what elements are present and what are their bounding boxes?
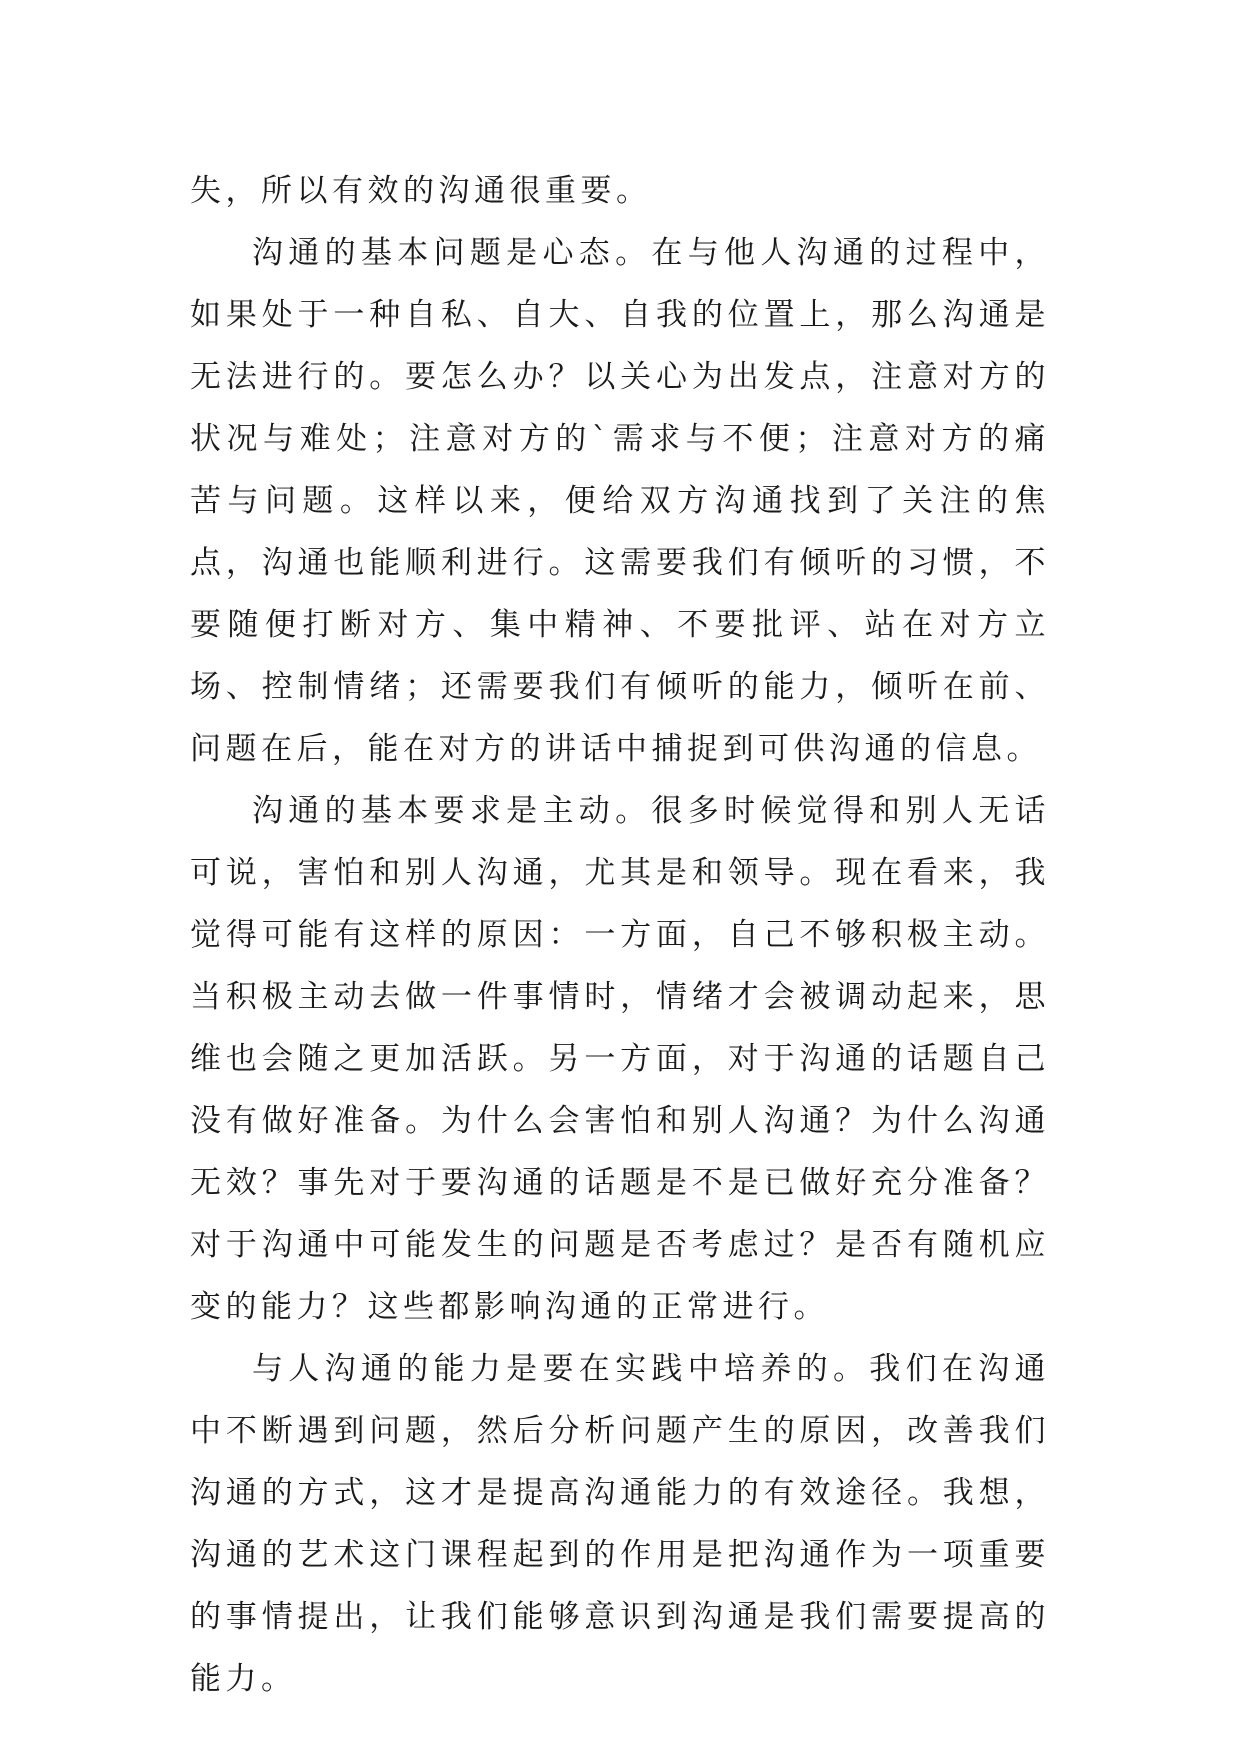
document-body [190, 160, 1050, 1710]
paragraph-mindset: 沟通的基本问题是心态。在与他人沟通的过程中，如果处于一种自私、自大、自我的位置上，那么沟通是无法进行的。要怎么办？以关心为出发点，注意对方的状况与难处；注意对方的`需求与不便；注意对方的痛苦与问题。这样以来，便给双方沟通找到了关注的焦点，沟通也能顺利进行。这需要我们有倾听的习惯，不要随便打断对方、集中精神、不要批评、站在对方立场、控制情绪；还需要我们有倾听的能力，倾听在前、问题在后，能在对方的讲话中捕捉到可供沟通的信息。 [190, 235, 1050, 767]
paragraph-continuation: 失，所以有效的沟通很重要。 [190, 173, 652, 209]
paragraph-initiative: 沟通的基本要求是主动。很多时候觉得和别人无话可说，害怕和别人沟通，尤其是和领导。现在看来，我觉得可能有这样的原因：一方面，自己不够积极主动。当积极主动去做一件事情时，情绪才会被调动起来，思维也会随之更加活跃。另一方面，对于沟通的话题自己没有做好准备。为什么会害怕和别人沟通？为什么沟通无效？事先对于要沟通的话题是不是已做好充分准备？对于沟通中可能发生的问题是否考虑过？是否有随机应变的能力？这些都影响沟通的正常进行。 [190, 793, 1050, 1325]
paragraph-practice: 与人沟通的能力是要在实践中培养的。我们在沟通中不断遇到问题，然后分析问题产生的原因，改善我们沟通的方式，这才是提高沟通能力的有效途径。我想，沟通的艺术这门课程起到的作用是把沟通作为一项重要的事情提出，让我们能够意识到沟通是我们需要提高的能力。 [190, 1351, 1050, 1697]
